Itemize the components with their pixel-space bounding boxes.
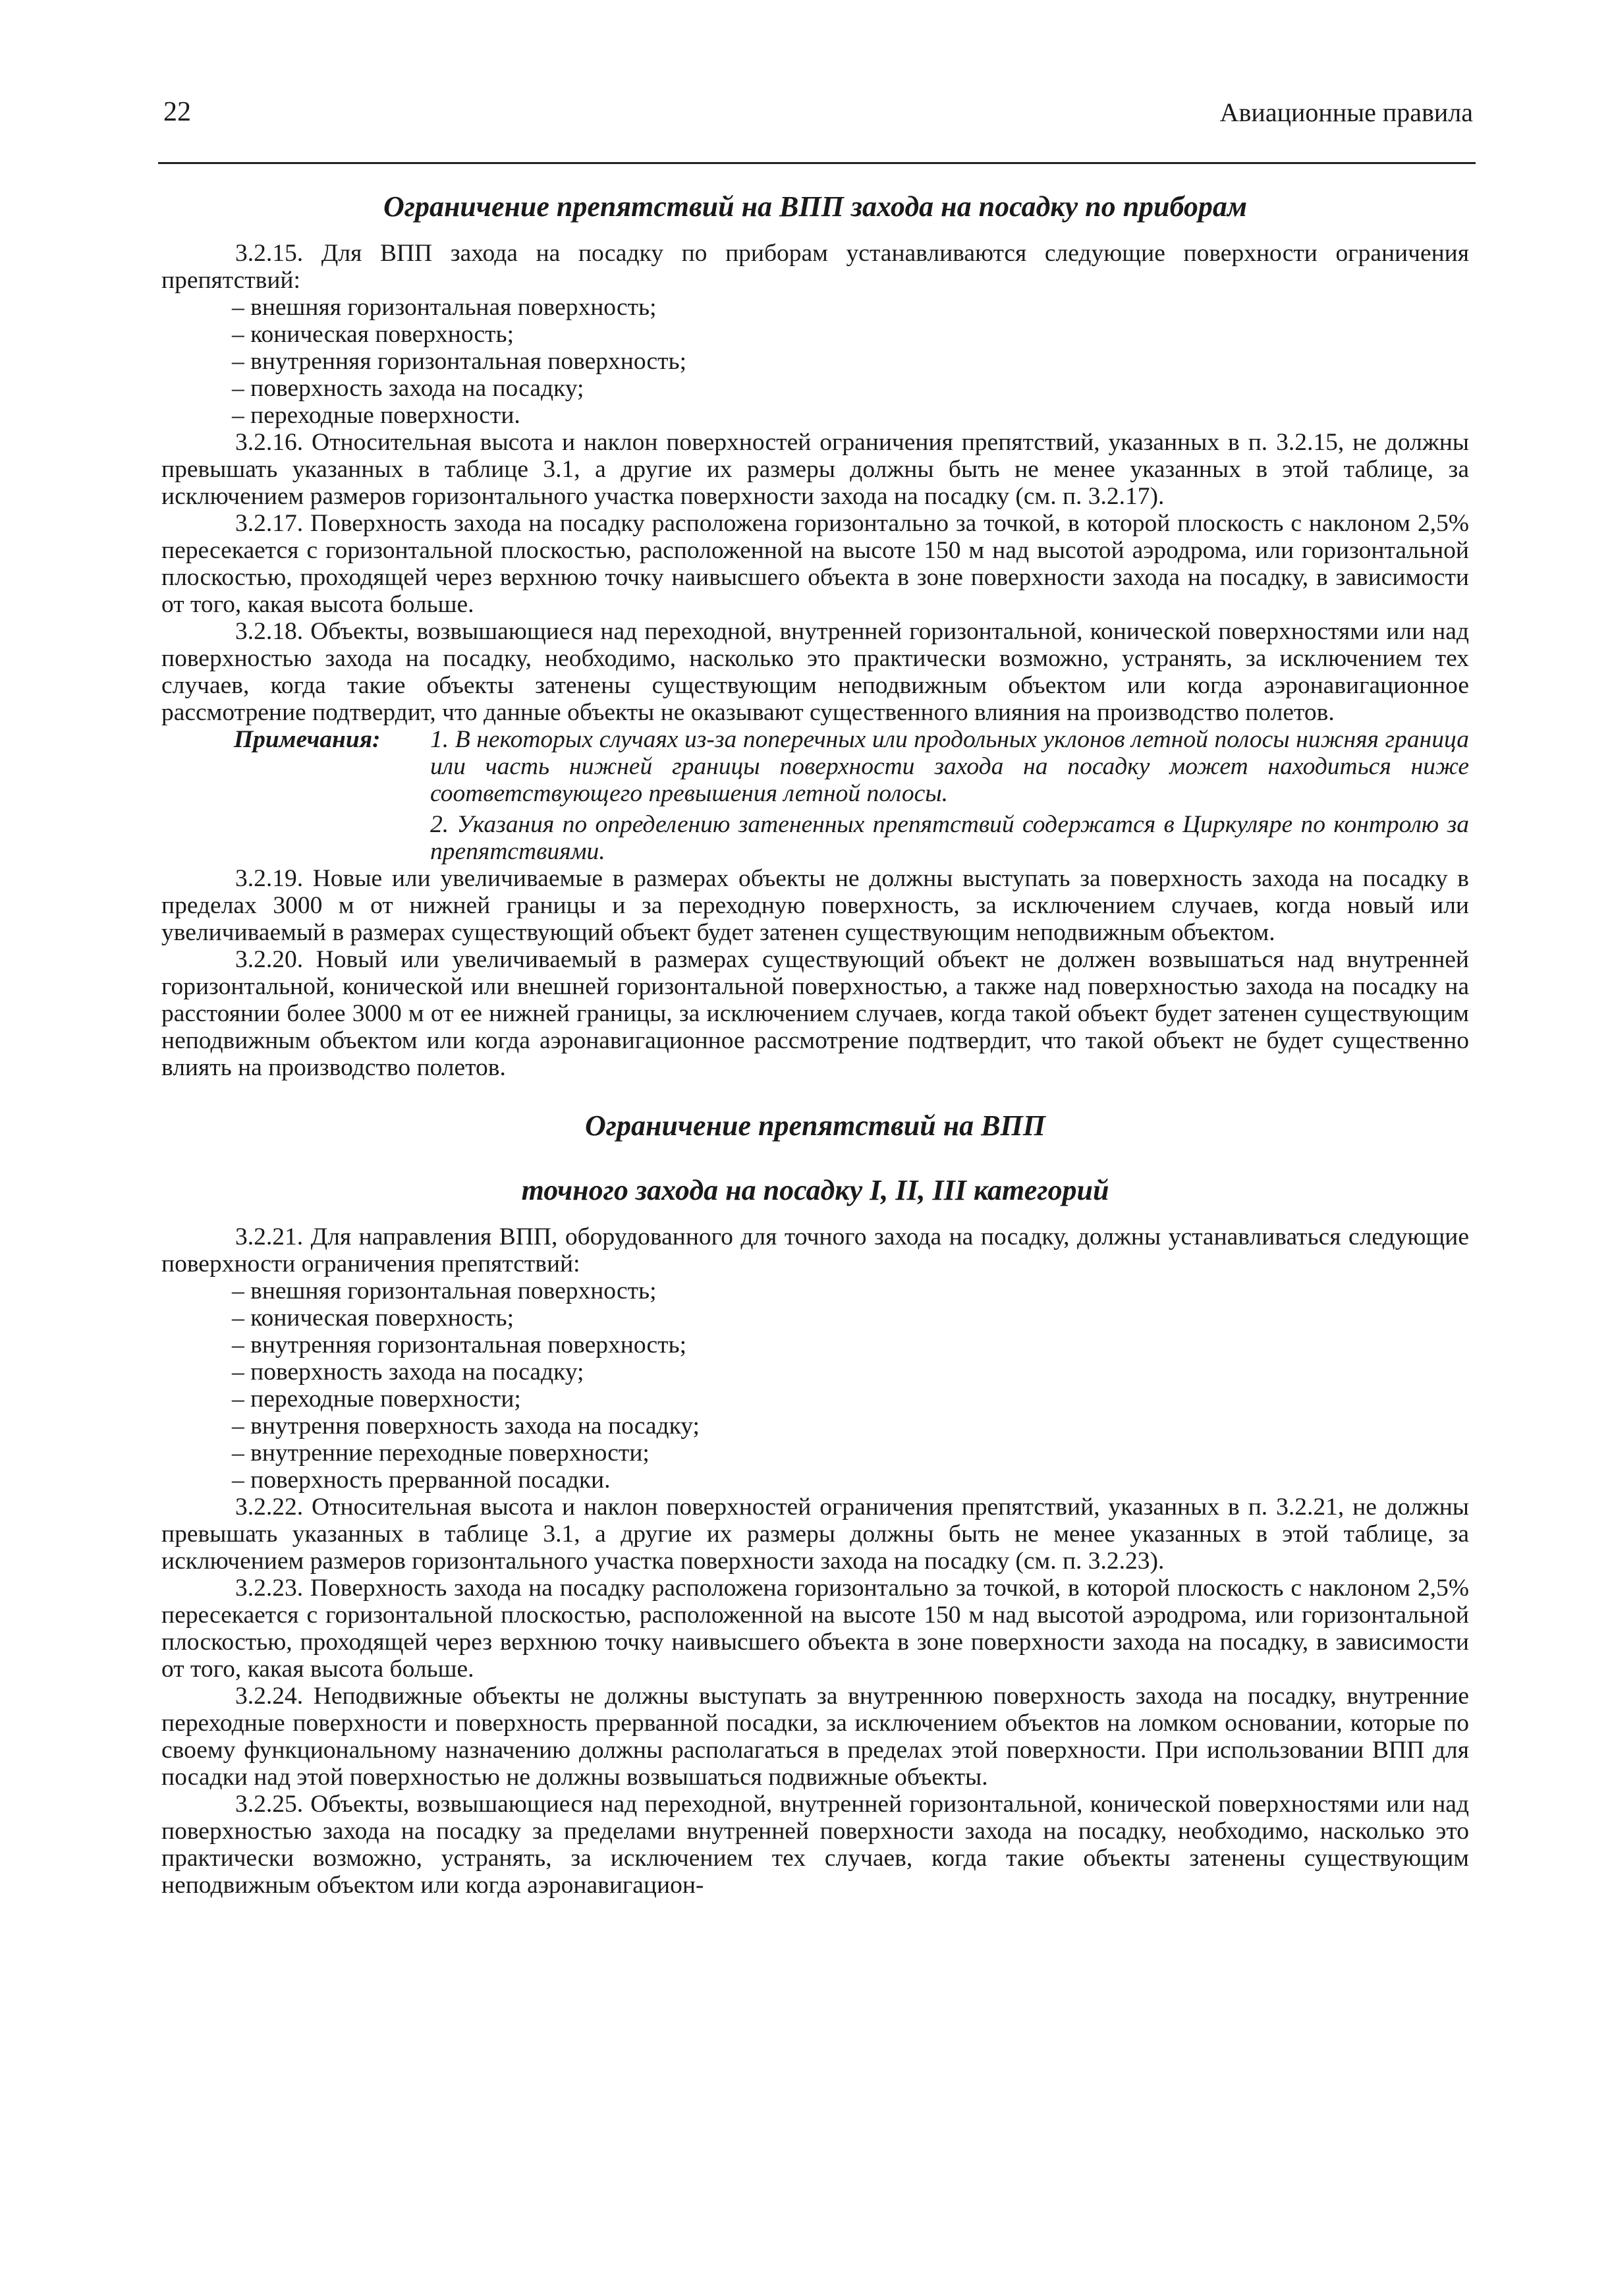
section-heading-line-2: точного захода на посадку I, II, III категорий [521,1174,1109,1206]
list-item: – поверхность захода на посадку; [232,375,584,402]
paragraph-3-2-15: 3.2.15. Для ВПП захода на посадку по приборам устанавливаются следующие поверхности ограничения препятствий: [161,240,1469,294]
paragraph-3-2-25: 3.2.25. Объекты, возвышающиеся над переходной, внутренней горизонтальной, конической поверхностями или над поверхностью захода на посадку за пределами внутренней поверхности захода на посадку, необходимо, насколько это практически возможно, устранять, за исключением тех случаев, когда такие объекты затенены существующим неподвижным объектом или когда аэронавигацион- [161,1791,1469,1899]
note-2: 2. Указания по определению затененных препятствий содержатся в Циркуляре по контролю за препятствиями. [430,811,1469,865]
page-content [161,178,1469,1899]
notes-block [161,726,1469,865]
paragraph-3-2-17: 3.2.17. Поверхность захода на посадку расположена горизонтально за точкой, в которой плоскость с наклоном 2,5% пересекается с горизонтальной плоскостью, расположенной на высоте 150 м над высотой аэродрома, или горизонтальной плоскостью, проходящей через верхнюю точку наивысшего объекта в зоне поверхности захода на посадку, в зависимости от того, какая высота больше. [161,510,1469,618]
paragraph-3-2-20: 3.2.20. Новый или увеличиваемый в размерах существующий объект не должен возвышаться над внутренней горизонтальной, конической или внешней горизонтальной поверхностью, а также над поверхностью захода на посадку на расстоянии более 3000 м от ее нижней границы, за исключением случаев, когда такой объект будет затенен существующим неподвижным объектом или когда аэронавигационное рассмотрение подтвердит, что такой объект не будет существенно влиять на производство полетов. [161,946,1469,1081]
page-number: 22 [163,97,191,127]
paragraph-3-2-24: 3.2.24. Неподвижные объекты не должны выступать за внутреннюю поверхность захода на посадку, внутренние переходные поверхности и поверхность прерванной посадки, за исключением объектов на ломком основании, которые по своему функциональному назначению должны располагаться в пределах этой поверхности. При использовании ВПП для посадки над этой поверхностью не должны возвышаться подвижные объекты. [161,1683,1469,1791]
paragraph-3-2-18: 3.2.18. Объекты, возвышающиеся над переходной, внутренней горизонтальной, конической поверхностями или над поверхностью захода на посадку, необходимо, насколько это практически возможно, устранять, за исключением тех случаев, когда такие объекты затенены существующим неподвижным объектом или когда аэронавигационное рассмотрение подтвердит, что данные объекты не оказывают существенного влияния на производство полетов. [161,618,1469,726]
list-item: – внешняя горизонтальная поверхность; [232,1277,657,1304]
section-heading-instrument-approach: Ограничение препятствий на ВПП захода на посадку по приборам [383,190,1248,223]
list-item: – внутренние переходные поверхности; [232,1440,650,1467]
list-item: – коническая поверхность; [232,321,514,348]
header-divider [158,162,1476,164]
list-item: – внутренняя горизонтальная поверхность; [232,1331,687,1358]
paragraph-3-2-19: 3.2.19. Новые или увеличиваемые в размерах объекты не должны выступать за поверхность захода на посадку в пределах 3000 м от нижней границы и за переходную поверхность, за исключением случаев, когда новый или увеличиваемый в размерах существующий объект будет затенен существующим неподвижным объектом. [161,865,1469,946]
list-item: – поверхность прерванной посадки. [232,1467,611,1494]
paragraph-3-2-16: 3.2.16. Относительная высота и наклон поверхностей ограничения препятствий, указанных в п. 3.2.15, не должны превышать указанных в таблице 3.1, а другие их размеры должны быть не менее указанных в этой таблице, за исключением размеров горизонтального участка поверхности захода на посадку (см. п. 3.2.17). [161,429,1469,510]
list-item: – внешняя горизонтальная поверхность; [232,294,657,321]
section-heading-precision-approach [161,1106,1469,1210]
list-item: – внутрення поверхность захода на посадку; [232,1413,700,1440]
notes-body [430,726,1469,865]
list-item: – внутренняя горизонтальная поверхность; [232,348,687,375]
page-header [163,99,1473,138]
paragraph-3-2-21: 3.2.21. Для направления ВПП, оборудованного для точного захода на посадку, должны устанавливаться следующие поверхности ограничения препятствий: [161,1223,1469,1277]
note-1: 1. В некоторых случаях из-за поперечных или продольных уклонов летной полосы нижняя граница или часть нижней границы поверхности захода на посадку может находиться ниже соответствующего превышения летной полосы. [430,726,1469,807]
paragraph-3-2-22: 3.2.22. Относительная высота и наклон поверхностей ограничения препятствий, указанных в п. 3.2.21, не должны превышать указанных в таблице 3.1, а другие их размеры должны быть не менее указанных в этой таблице, за исключением размеров горизонтального участка поверхности захода на посадку (см. п. 3.2.23). [161,1494,1469,1575]
surfaces-list-2 [161,1277,1469,1494]
list-item: – поверхность захода на посадку; [232,1358,584,1386]
notes-label: Примечания: [234,726,381,753]
list-item: – переходные поверхности. [232,402,520,429]
paragraph-3-2-23: 3.2.23. Поверхность захода на посадку расположена горизонтально за точкой, в которой плоскость с наклоном 2,5% пересекается с горизонтальной плоскостью, расположенной на высоте 150 м над высотой аэродрома, или горизонтальной плоскостью, проходящей через верхнюю точку наивысшего объекта в зоне поверхности захода на посадку, в зависимости от того, какая высота больше. [161,1575,1469,1683]
list-item: – переходные поверхности; [232,1386,521,1413]
list-item: – коническая поверхность; [232,1304,514,1331]
running-title: Авиационные правила [1219,98,1473,127]
section-heading-line-1: Ограничение препятствий на ВПП [585,1109,1045,1142]
surfaces-list-1 [161,294,1469,429]
